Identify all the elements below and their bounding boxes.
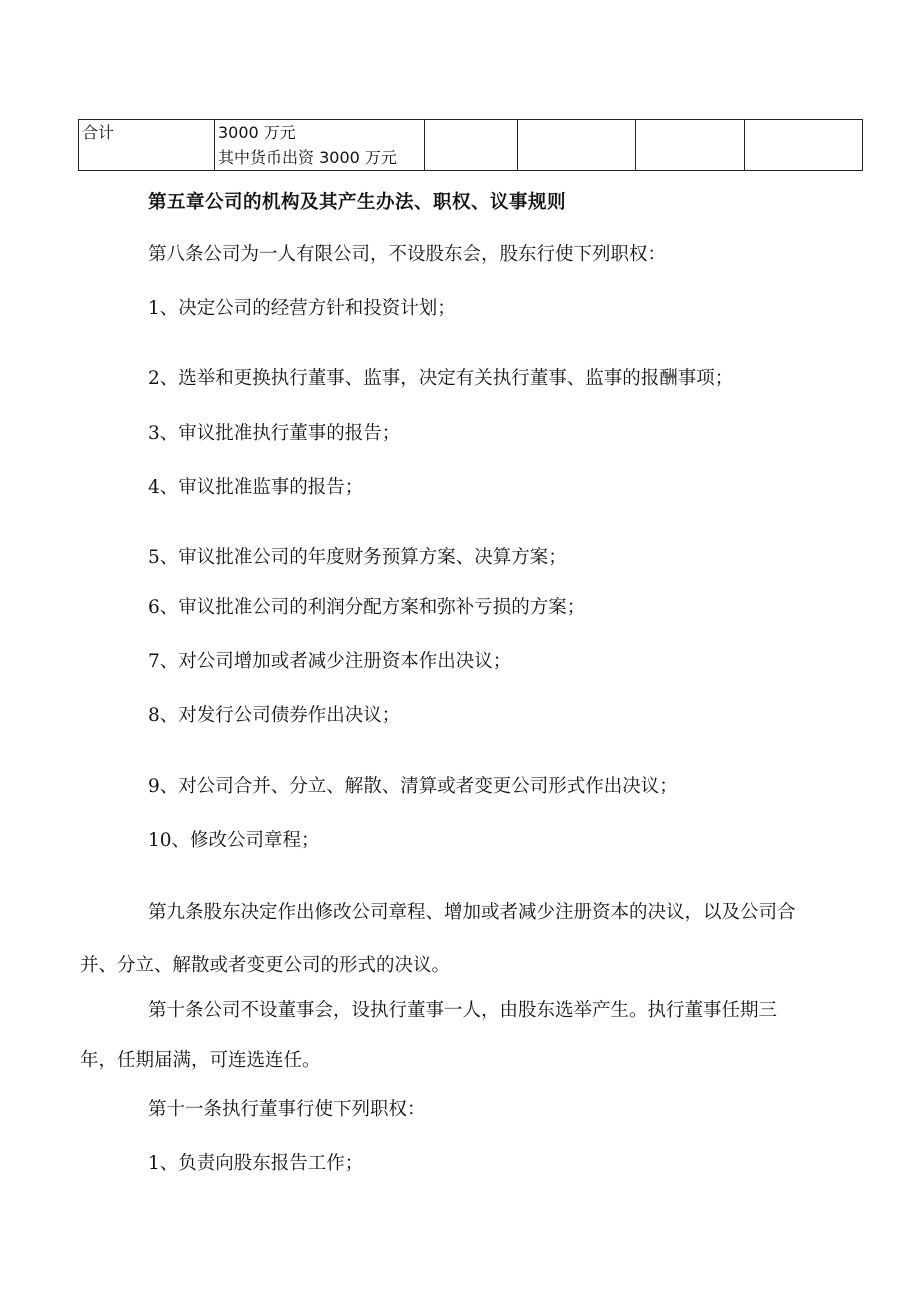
article-9-line-1: 第九条股东决定作出修改公司章程、增加或者减少注册资本的决议，以及公司合 bbox=[148, 902, 796, 923]
article-8-item-9: 9、对公司合并、分立、解散、清算或者变更公司形式作出决议； bbox=[148, 776, 678, 797]
table-empty-cell bbox=[425, 120, 518, 171]
article-8-item-3: 3、审议批准执行董事的报告； bbox=[148, 423, 401, 444]
total-amount: 3000 万元 bbox=[218, 123, 296, 142]
article-8-item-2: 2、选举和更换执行董事、监事，决定有关执行董事、监事的报酬事项； bbox=[148, 368, 734, 389]
total-label: 合计 bbox=[82, 123, 115, 142]
article-11-item-1: 1、负责向股东报告工作； bbox=[148, 1153, 364, 1174]
article-9-line-2: 并、分立、解散或者变更公司的形式的决议。 bbox=[80, 955, 451, 976]
article-8-item-4: 4、审议批准监事的报告； bbox=[148, 477, 364, 498]
article-11-intro: 第十一条执行董事行使下列职权： bbox=[148, 1099, 426, 1120]
article-8-item-8: 8、对发行公司债券作出决议； bbox=[148, 705, 401, 726]
table-empty-cell bbox=[518, 120, 636, 171]
table-row bbox=[79, 120, 863, 171]
article-10-line-2: 年，任期届满，可连选连任。 bbox=[80, 1050, 321, 1071]
article-8-item-1: 1、决定公司的经营方针和投资计划； bbox=[148, 298, 456, 319]
table-empty-cell bbox=[636, 120, 745, 171]
capital-total-table bbox=[78, 119, 863, 171]
total-amount-cell bbox=[215, 120, 425, 171]
article-8-item-5: 5、审议批准公司的年度财务预算方案、决算方案； bbox=[148, 547, 567, 568]
article-8-item-10: 10、修改公司章程； bbox=[148, 830, 320, 851]
article-8-item-6: 6、审议批准公司的利润分配方案和弥补亏损的方案； bbox=[148, 597, 586, 618]
total-amount-detail: 其中货币出资 3000 万元 bbox=[218, 148, 397, 167]
table-empty-cell bbox=[745, 120, 863, 171]
chapter-title: 第五章公司的机构及其产生办法、职权、议事规则 bbox=[148, 192, 567, 213]
article-10-line-1: 第十条公司不设董事会，设执行董事一人，由股东选举产生。执行董事任期三 bbox=[148, 1000, 778, 1021]
article-8-item-7: 7、对公司增加或者减少注册资本作出决议； bbox=[148, 651, 512, 672]
total-label-cell bbox=[79, 120, 215, 171]
article-8-intro: 第八条公司为一人有限公司，不设股东会，股东行使下列职权： bbox=[148, 244, 667, 265]
